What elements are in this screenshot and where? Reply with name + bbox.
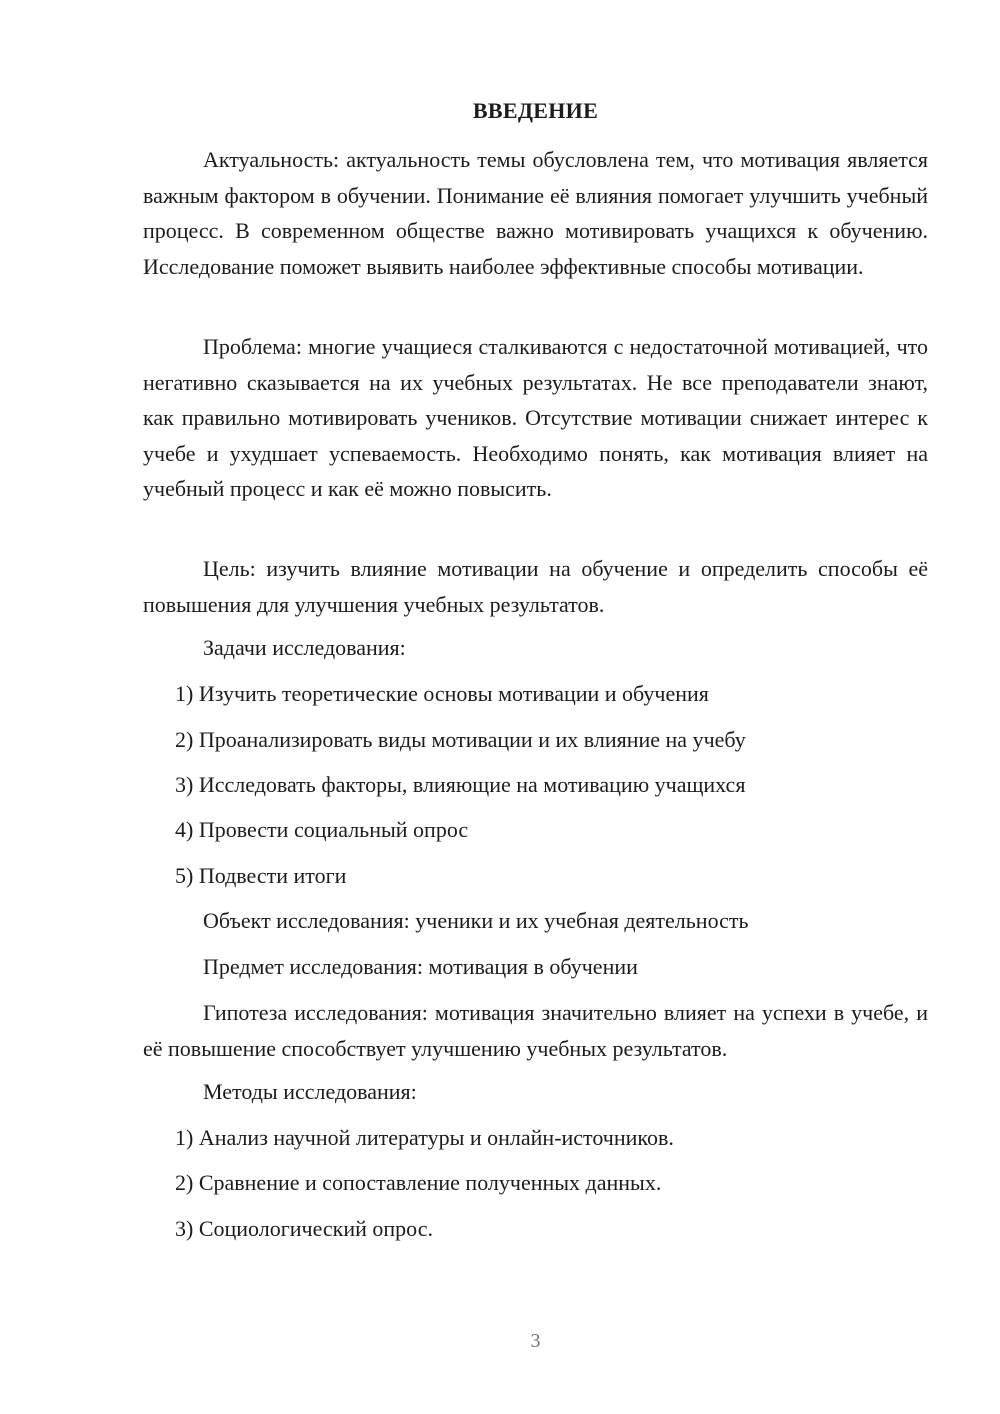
- relevance-paragraph: Актуальность: актуальность темы обусловлена тем, что мотивация является важным фактором в обучении. Понимание её влияния помогает улучшить учебный процесс. В современном обществе важно мотивировать учащихся к обучению. Исследование поможет выявить наиболее эффективные способы мотивации.: [143, 147, 928, 279]
- subject-paragraph: Предмет исследования: мотивация в обучении: [203, 954, 638, 979]
- object-paragraph-block: [143, 903, 928, 939]
- list-item: 3) Социологический опрос.: [175, 1216, 433, 1241]
- subject-paragraph-block: [143, 949, 928, 985]
- tasks-list-item-5: [143, 858, 928, 894]
- goal-paragraph: Цель: изучить влияние мотивации на обучение и определить способы её повышения для улучшения учебных результатов.: [143, 556, 928, 617]
- methods-heading: Методы исследования:: [203, 1079, 417, 1104]
- list-item: 1) Анализ научной литературы и онлайн-источников.: [175, 1125, 674, 1150]
- methods-list-item-2: [143, 1165, 928, 1201]
- object-paragraph: Объект исследования: ученики и их учебная деятельность: [203, 908, 749, 933]
- relevance-paragraph-block: [143, 142, 928, 284]
- hypothesis-paragraph-block: [143, 995, 928, 1066]
- goal-paragraph-block: [143, 551, 928, 622]
- tasks-list-item-4: [143, 812, 928, 848]
- methods-list-item-3: [143, 1211, 928, 1247]
- tasks-heading-block: [143, 630, 928, 666]
- page-title: ВВЕДЕНИЕ: [472, 98, 599, 123]
- list-item: 3) Исследовать факторы, влияющие на мотивацию учащихся: [175, 772, 746, 797]
- tasks-heading: Задачи исследования:: [203, 635, 406, 660]
- list-item: 2) Сравнение и сопоставление полученных данных.: [175, 1170, 662, 1195]
- problem-paragraph: Проблема: многие учащиеся сталкиваются с недостаточной мотивацией, что негативно сказывается на их учебных результатах. Не все преподаватели знают, как правильно мотивировать учеников. Отсутствие мотивации снижает интерес к учебе и ухудшает успеваемость. Необходимо понять, как мотивация влияет на учебный процесс и как её можно повысить.: [143, 334, 928, 501]
- hypothesis-paragraph: Гипотеза исследования: мотивация значительно влияет на успехи в учебе, и её повышение способствует улучшению учебных результатов.: [143, 1000, 928, 1061]
- list-item: 4) Провести социальный опрос: [175, 817, 469, 842]
- list-item: 2) Проанализировать виды мотивации и их влияние на учебу: [175, 727, 746, 752]
- tasks-list-item-1: [143, 676, 928, 712]
- tasks-list-item-2: [143, 722, 928, 758]
- methods-list-item-1: [143, 1120, 928, 1156]
- methods-heading-block: [143, 1074, 928, 1110]
- list-item: 1) Изучить теоретические основы мотивации и обучения: [175, 681, 709, 706]
- list-item: 5) Подвести итоги: [175, 863, 347, 888]
- tasks-list-item-3: [143, 767, 928, 803]
- problem-paragraph-block: [143, 329, 928, 507]
- page-number: 3: [530, 1330, 541, 1352]
